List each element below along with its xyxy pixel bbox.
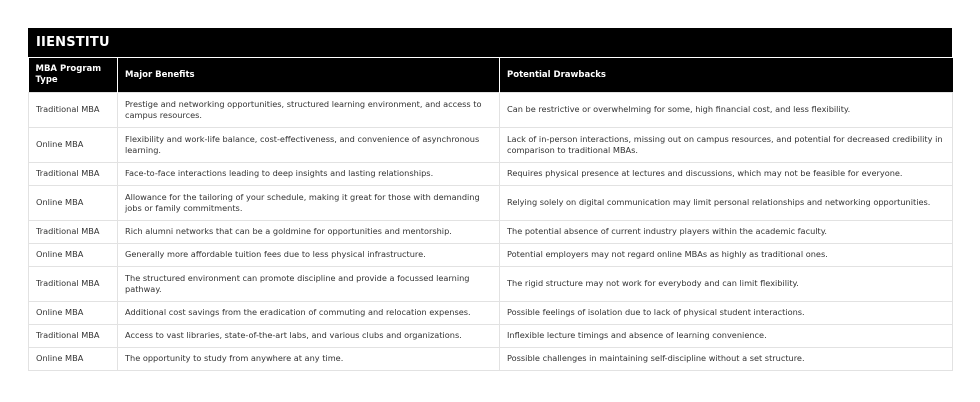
table-row — [29, 93, 953, 128]
table-row — [29, 267, 953, 302]
cell-program-type: Traditional MBA — [29, 325, 118, 348]
cell-program-type: Traditional MBA — [29, 267, 118, 302]
cell-benefits: Allowance for the tailoring of your schedule, making it great for those with demanding jobs or family commitments. — [118, 186, 500, 221]
cell-benefits: Rich alumni networks that can be a goldmine for opportunities and mentorship. — [118, 221, 500, 244]
cell-program-type: Online MBA — [29, 348, 118, 371]
cell-benefits: Face-to-face interactions leading to deep insights and lasting relationships. — [118, 163, 500, 186]
cell-benefits: Flexibility and work-life balance, cost-effectiveness, and convenience of asynchronous learning. — [118, 128, 500, 163]
header-major-benefits: Major Benefits — [118, 58, 500, 93]
cell-drawbacks: Can be restrictive or overwhelming for some, high financial cost, and less flexibility. — [500, 93, 953, 128]
cell-program-type: Online MBA — [29, 186, 118, 221]
cell-drawbacks: Lack of in-person interactions, missing out on campus resources, and potential for decreased credibility in comparison to traditional MBAs. — [500, 128, 953, 163]
brand-title: IIENSTITU — [28, 28, 952, 58]
cell-drawbacks: The potential absence of current industry players within the academic faculty. — [500, 221, 953, 244]
table-row — [29, 244, 953, 267]
cell-drawbacks: Relying solely on digital communication may limit personal relationships and networking opportunities. — [500, 186, 953, 221]
table-row — [29, 221, 953, 244]
table-row — [29, 163, 953, 186]
table-row — [29, 325, 953, 348]
table-row — [29, 348, 953, 371]
table-container — [28, 28, 952, 371]
header-row — [29, 58, 953, 93]
cell-benefits: The structured environment can promote discipline and provide a focussed learning pathway. — [118, 267, 500, 302]
cell-benefits: The opportunity to study from anywhere at any time. — [118, 348, 500, 371]
cell-benefits: Generally more affordable tuition fees due to less physical infrastructure. — [118, 244, 500, 267]
cell-drawbacks: The rigid structure may not work for everybody and can limit flexibility. — [500, 267, 953, 302]
cell-benefits: Prestige and networking opportunities, structured learning environment, and access to campus resources. — [118, 93, 500, 128]
table-row — [29, 186, 953, 221]
table-row — [29, 302, 953, 325]
cell-program-type: Online MBA — [29, 302, 118, 325]
cell-drawbacks: Possible challenges in maintaining self-discipline without a set structure. — [500, 348, 953, 371]
header-potential-drawbacks: Potential Drawbacks — [500, 58, 953, 93]
cell-program-type: Traditional MBA — [29, 93, 118, 128]
cell-benefits: Access to vast libraries, state-of-the-art labs, and various clubs and organizations. — [118, 325, 500, 348]
cell-drawbacks: Inflexible lecture timings and absence of learning convenience. — [500, 325, 953, 348]
cell-program-type: Traditional MBA — [29, 221, 118, 244]
cell-program-type: Online MBA — [29, 128, 118, 163]
cell-drawbacks: Possible feelings of isolation due to lack of physical student interactions. — [500, 302, 953, 325]
comparison-table — [28, 58, 953, 371]
cell-program-type: Online MBA — [29, 244, 118, 267]
cell-drawbacks: Requires physical presence at lectures and discussions, which may not be feasible for everyone. — [500, 163, 953, 186]
cell-drawbacks: Potential employers may not regard online MBAs as highly as traditional ones. — [500, 244, 953, 267]
cell-program-type: Traditional MBA — [29, 163, 118, 186]
header-program-type: MBA Program Type — [29, 58, 118, 93]
cell-benefits: Additional cost savings from the eradication of commuting and relocation expenses. — [118, 302, 500, 325]
table-row — [29, 128, 953, 163]
